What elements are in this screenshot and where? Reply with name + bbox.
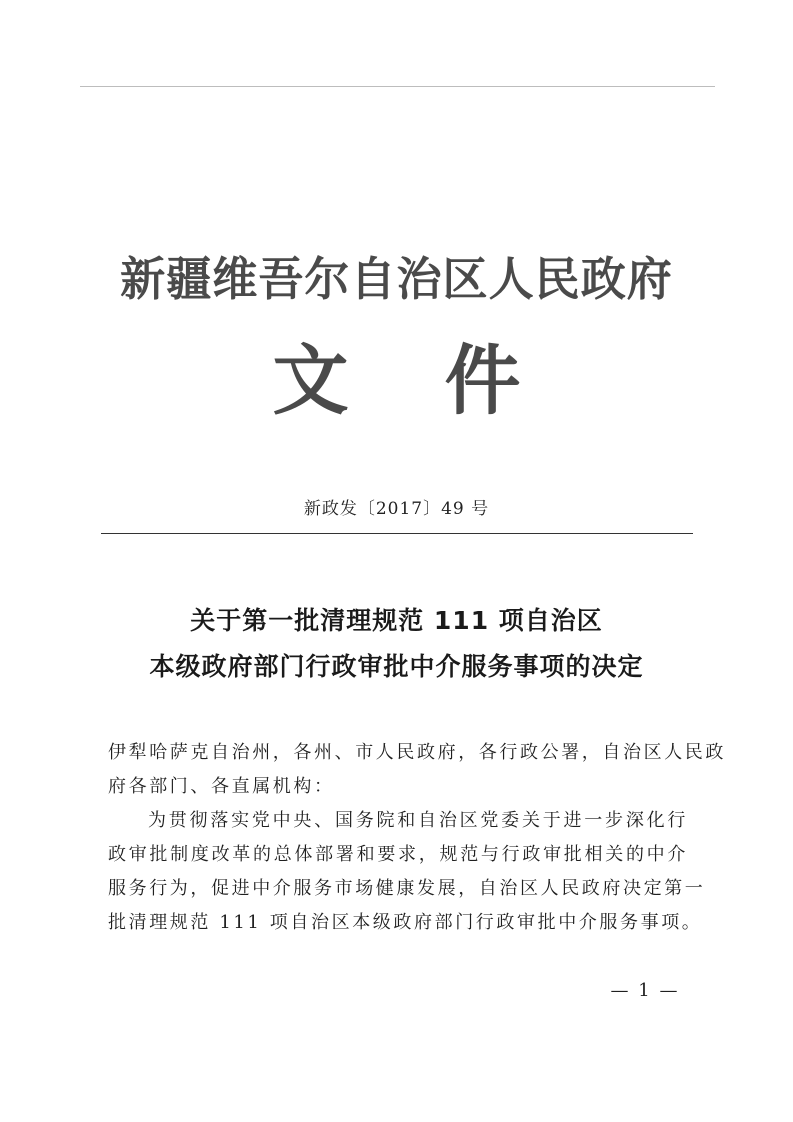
issuer-name: 新疆维吾尔自治区人民政府 [120, 252, 673, 306]
title-line-1: 关于第一批清理规范 111 项自治区 [190, 606, 603, 635]
document-title [0, 598, 793, 690]
body-line: 府各部门、各直属机构： [108, 776, 335, 797]
body-text [108, 736, 726, 940]
document-number: 新政发〔2017〕49 号 [303, 499, 490, 519]
body-line: 服务行为，促进中介服务市场健康发展，自治区人民政府决定第一 [108, 878, 706, 899]
separator-rule [101, 533, 693, 534]
body-line: 批清理规范 111 项自治区本级政府部门行政审批中介服务事项。 [108, 912, 703, 933]
document-type: 文件 [272, 336, 617, 425]
top-rule [80, 86, 715, 87]
body-line: 伊犁哈萨克自治州，各州、市人民政府，各行政公署，自治区人民政 [108, 742, 726, 763]
page-number: — 1 — [610, 980, 680, 1001]
body-line: 为贯彻落实党中央、国务院和自治区党委关于进一步深化行 [148, 810, 688, 831]
title-line-2: 本级政府部门行政审批中介服务事项的决定 [149, 652, 644, 681]
body-line: 政审批制度改革的总体部署和要求，规范与行政审批相关的中介 [108, 844, 688, 865]
